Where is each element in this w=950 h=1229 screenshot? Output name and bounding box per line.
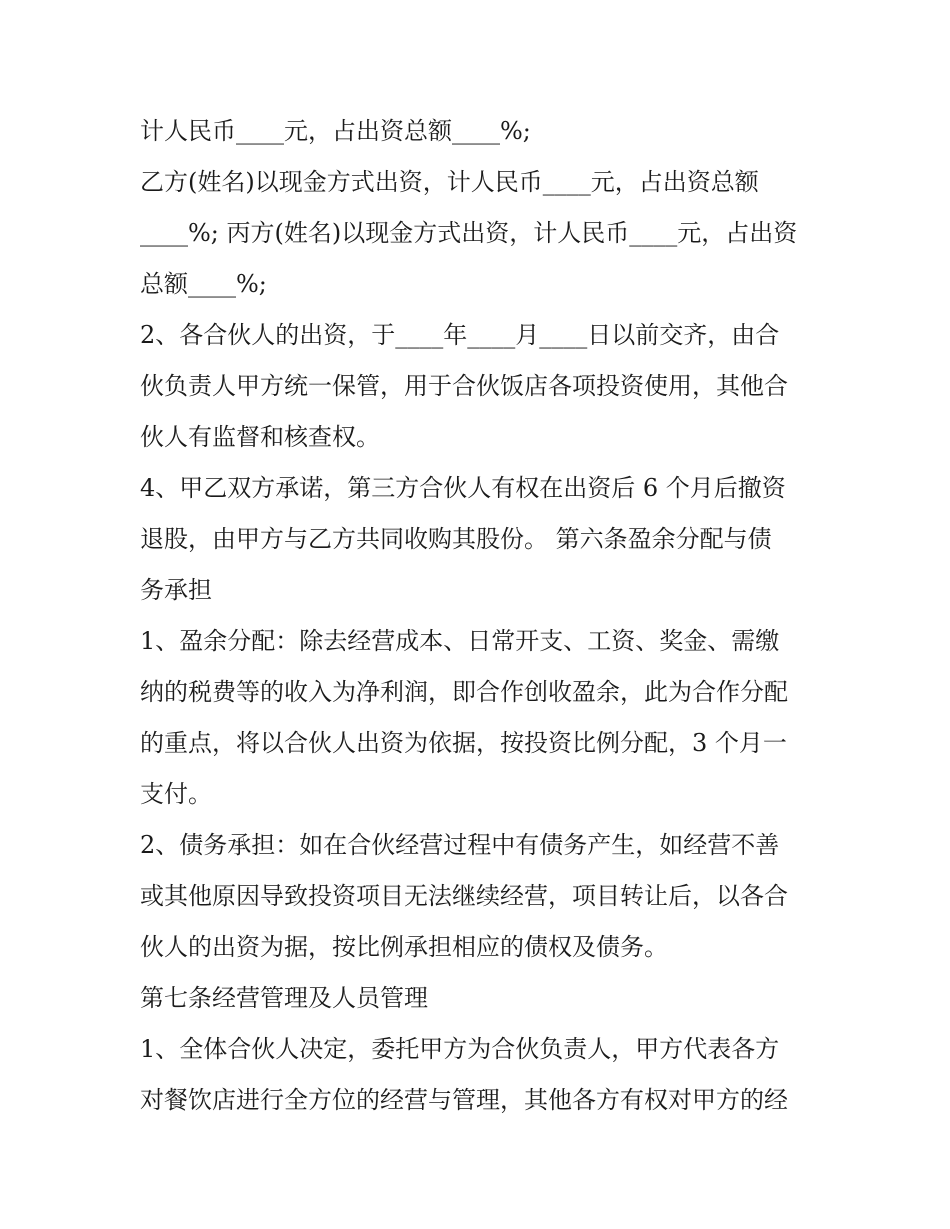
text-line: 乙方(姓名)以现金方式出资，计人民币____元，占出资总额 [140, 168, 759, 196]
text-line: 伙负责人甲方统一保管，用于合伙饭店各项投资使用，其他合 [140, 372, 788, 400]
text-line: 对餐饮店进行全方位的经营与管理，其他各方有权对甲方的经 [140, 1086, 788, 1114]
text-line: 1、全体合伙人决定，委托甲方为合伙负责人，甲方代表各方 [140, 1035, 780, 1063]
text-line: 总额____%; [140, 270, 267, 298]
section-heading: 第七条经营管理及人员管理 [140, 984, 428, 1012]
text-line: 退股，由甲方与乙方共同收购其股份。 第六条盈余分配与债 [140, 525, 772, 553]
text-line: 纳的税费等的收入为净利润，即合作创收盈余，此为合作分配 [140, 678, 788, 706]
text-line: 2、债务承担：如在合伙经营过程中有债务产生，如经营不善 [140, 831, 780, 859]
text-line: ____%; 丙方(姓名)以现金方式出资，计人民币____元，占出资 [140, 219, 798, 247]
text-line: 伙人有监督和核查权。 [140, 423, 380, 451]
text-line: 或其他原因导致投资项目无法继续经营，项目转让后，以各合 [140, 882, 788, 910]
text-line: 务承担 [140, 576, 212, 604]
text-line: 2、各合伙人的出资，于____年____月____日以前交齐，由合 [140, 321, 780, 349]
text-line: 1、盈余分配：除去经营成本、日常开支、工资、奖金、需缴 [140, 627, 780, 655]
text-line: 支付。 [140, 780, 212, 808]
text-line: 4、甲乙双方承诺，第三方合伙人有权在出资后 6 个月后撤资 [140, 474, 786, 502]
text-line: 伙人的出资为据，按比例承担相应的债权及债务。 [140, 933, 668, 961]
text-line: 计人民币____元，占出资总额____%; [140, 117, 531, 145]
document-body [140, 106, 820, 1126]
text-line: 的重点，将以合伙人出资为依据，按投资比例分配，3 个月一 [140, 729, 787, 757]
